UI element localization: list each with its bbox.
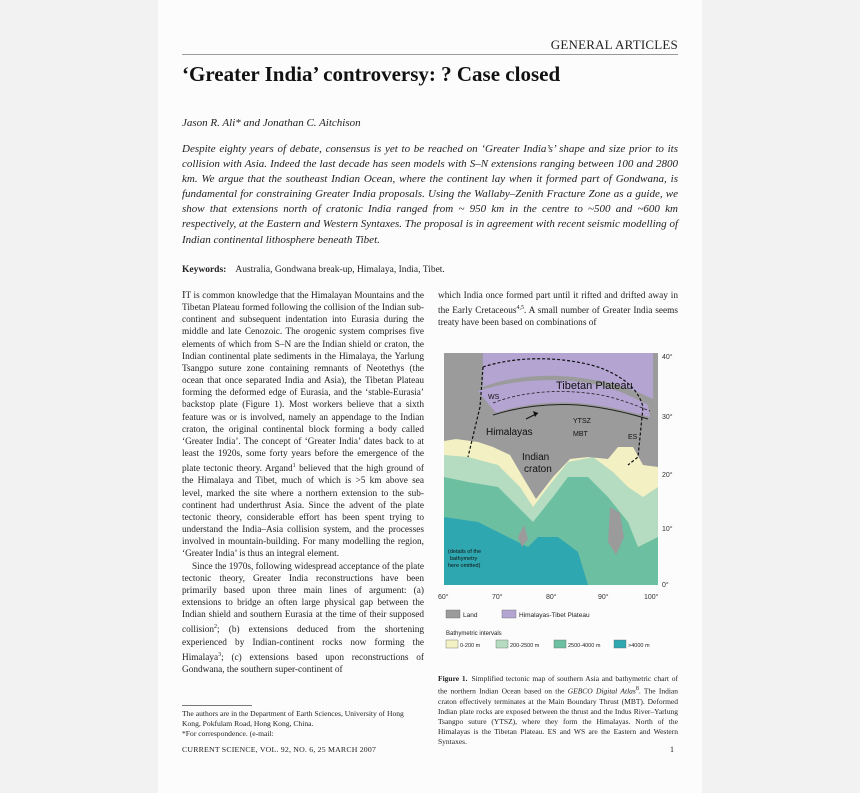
legend-swatch-land bbox=[446, 610, 460, 618]
figure-caption: Figure 1. Simplified tectonic map of southern Asia and bathymetric chart of the northern Indian Ocean based on the GEBCO Digital Atlas$^8$. The Indian craton effectively terminates at the Main Boundary Thrust (MBT). Deformed Indian plate rocks are exposed between the thrust and the Indus River–Yarlung Tsangpo suture (YTSZ), where they form the Himalayas. North of the Himalayas is the Tibetan Plateau. ES and WS are the Eastern and Western Syntaxes. bbox=[438, 674, 679, 746]
author-footnote bbox=[182, 709, 424, 739]
legend-200-2500: 200-2500 m bbox=[510, 643, 540, 649]
legend-bathymetry-title: Bathymetric intervals bbox=[446, 631, 502, 637]
label-ytsz: YTSZ bbox=[573, 418, 591, 425]
label-es: ES bbox=[628, 434, 638, 441]
legend-4000: >4000 m bbox=[628, 643, 650, 649]
journal-footer: CURRENT SCIENCE, VOL. 92, NO. 6, 25 MARCH 2007 bbox=[182, 745, 377, 754]
legend-0-200: 0-200 m bbox=[460, 643, 481, 649]
label-mbt: MBT bbox=[573, 431, 588, 438]
figure-caption-label: Figure 1. bbox=[438, 674, 468, 683]
reference-2[interactable]: 2 bbox=[214, 624, 218, 631]
body-column-right bbox=[438, 290, 678, 330]
legend-land: Land bbox=[463, 612, 478, 619]
article-title: ‘Greater India’ controversy: ? Case closed bbox=[182, 62, 561, 86]
lon-label-100: 100° bbox=[644, 594, 659, 601]
body-paragraph-1: IT is common knowledge that the Himalayan Mountains and the Tibetan Plateau formed following the collision of the Indian sub-continent and subsequent indentation into Eurasia during the middle and late Cenozoic. The orogenic system comprises five elements of which from S–N are the Indian shield or craton, the Indian continental plate sediments in the Himalaya, the Yarlung Tsangpo suture zone containing remnants of Neotethys (the ocean that once separated India and Asia), the Tibetan Plateau forming the deformed edge of Eurasia, and the ‘stable-Eurasia’ backstop plate (Figure 1). Most workers believe that a sixth feature was or is involved, namely an appendage to the Indian craton, the original continental block forming a body called ‘Greater India’. The concept of ‘Greater India’ dates back to at least the 1920s, some forty years before the emergence of the plate tectonic theory. Argand$^1$ believed that the high ground of the Himalaya and Tibet, much of which is >5 km above sea level, marked the site where a northern extension to the sub-continent had underthrust Asia. Since the advent of the plate tectonic theory, considerable effort has been spent trying to understand the India–Asia collision system, and the processes involved in mountain-building. For many modelling the region, ‘Greater India’ is thus an integral element. bbox=[182, 290, 424, 560]
body-paragraph-2: Since the 1970s, following widespread acceptance of the plate tectonic theory, Greater India reconstructions have been primarily based upon three main lines of argument: (a) extensions to bridge an often large physical gap between the Indian shield and southern Eurasia at the time of their supposed collision$^2$; (b) extensions deduced from the shortening experienced by Indian-continent rocks now forming the Himalaya$^3$; (c) extensions based upon reconstructions of Gondwana, the southern super-continent of bbox=[182, 561, 424, 675]
map-note-line1: (details of the bbox=[448, 549, 482, 555]
label-tibetan-plateau: Tibetan Plateau bbox=[556, 380, 633, 392]
footnote-rule bbox=[182, 705, 252, 706]
legend-2500-4000: 2500-4000 m bbox=[568, 643, 601, 649]
lon-label-90: 90° bbox=[598, 594, 609, 601]
lat-label-0: 0° bbox=[662, 582, 669, 589]
lat-label-40: 40° bbox=[662, 354, 673, 361]
article-authors: Jason R. Ali* and Jonathan C. Aitchison bbox=[182, 117, 361, 129]
keywords-line bbox=[182, 265, 678, 275]
label-himalayas: Himalayas bbox=[486, 427, 533, 438]
lat-label-20: 20° bbox=[662, 472, 673, 479]
body-column-left bbox=[182, 290, 424, 676]
reference-8[interactable]: 8 bbox=[635, 686, 639, 692]
legend-himalayas-tibet: Himalayas-Tibet Plateau bbox=[519, 612, 590, 619]
lon-label-70: 70° bbox=[492, 594, 503, 601]
map-note-line3: here omitted) bbox=[448, 563, 481, 569]
article-abstract: Despite eighty years of debate, consensus is yet to be reached on ‘Greater India’s’ shape and size prior to its collision with Asia. Indeed the last decade has seen models with S–N extensions ranging between 100 and 2800 km. We argue that the southeast Indian Ocean, where the continent lay when it formed part of Gondwana, is fundamental for constraining Greater India proposals. Using the Wallaby–Zenith Fracture Zone as a guide, we show that extensions north of cratonic India ranged from ~ 950 km in the centre to ~500 and ~600 km respectively, at the Eastern and Western Syntaxes. The proposal is in agreement with recent seismic modelling of Indian continental lithosphere beneath Tibet. bbox=[182, 143, 678, 246]
section-header: GENERAL ARTICLES bbox=[550, 37, 678, 52]
drop-initial: I bbox=[182, 290, 186, 301]
reference-4-5[interactable]: 4,5 bbox=[516, 305, 525, 312]
map-note-line2: bathymetry bbox=[450, 556, 478, 562]
keywords-list: Australia, Gondwana break-up, Himalaya, India, Tibet. bbox=[235, 265, 445, 275]
legend-swatch-0-200 bbox=[446, 640, 458, 648]
label-ws: WS bbox=[488, 394, 500, 401]
keywords-label: Keywords: bbox=[182, 265, 227, 275]
body-paragraph-3: which India once formed part until it rifted and drifted away in the Early Cretaceous$^{4,5}$. A small number of Greater India seems treaty have been based on combinations of bbox=[438, 291, 678, 329]
reference-1[interactable]: 1 bbox=[292, 463, 296, 470]
legend-swatch-200-2500 bbox=[496, 640, 508, 648]
lon-label-60: 60° bbox=[438, 594, 449, 601]
lat-label-10: 10° bbox=[662, 526, 673, 533]
legend-swatch-4000 bbox=[614, 640, 626, 648]
label-indian: Indian bbox=[522, 452, 550, 463]
footnote-affiliation: The authors are in the Department of Earth Sciences, University of Hong Kong, Pokfulam Road, Hong Kong, China. bbox=[182, 709, 404, 728]
reference-3[interactable]: 3 bbox=[218, 651, 222, 658]
label-craton: craton bbox=[524, 464, 552, 475]
lat-label-30: 30° bbox=[662, 414, 673, 421]
lon-label-80: 80° bbox=[546, 594, 557, 601]
legend-swatch-himalayas-tibet bbox=[502, 610, 516, 618]
page-number: 1 bbox=[670, 745, 674, 754]
legend-swatch-2500-4000 bbox=[554, 640, 566, 648]
tectonic-map-figure bbox=[438, 347, 678, 672]
footnote-correspondence: *For correspondence. (e-mail: bbox=[182, 729, 274, 738]
header-rule bbox=[182, 54, 678, 55]
